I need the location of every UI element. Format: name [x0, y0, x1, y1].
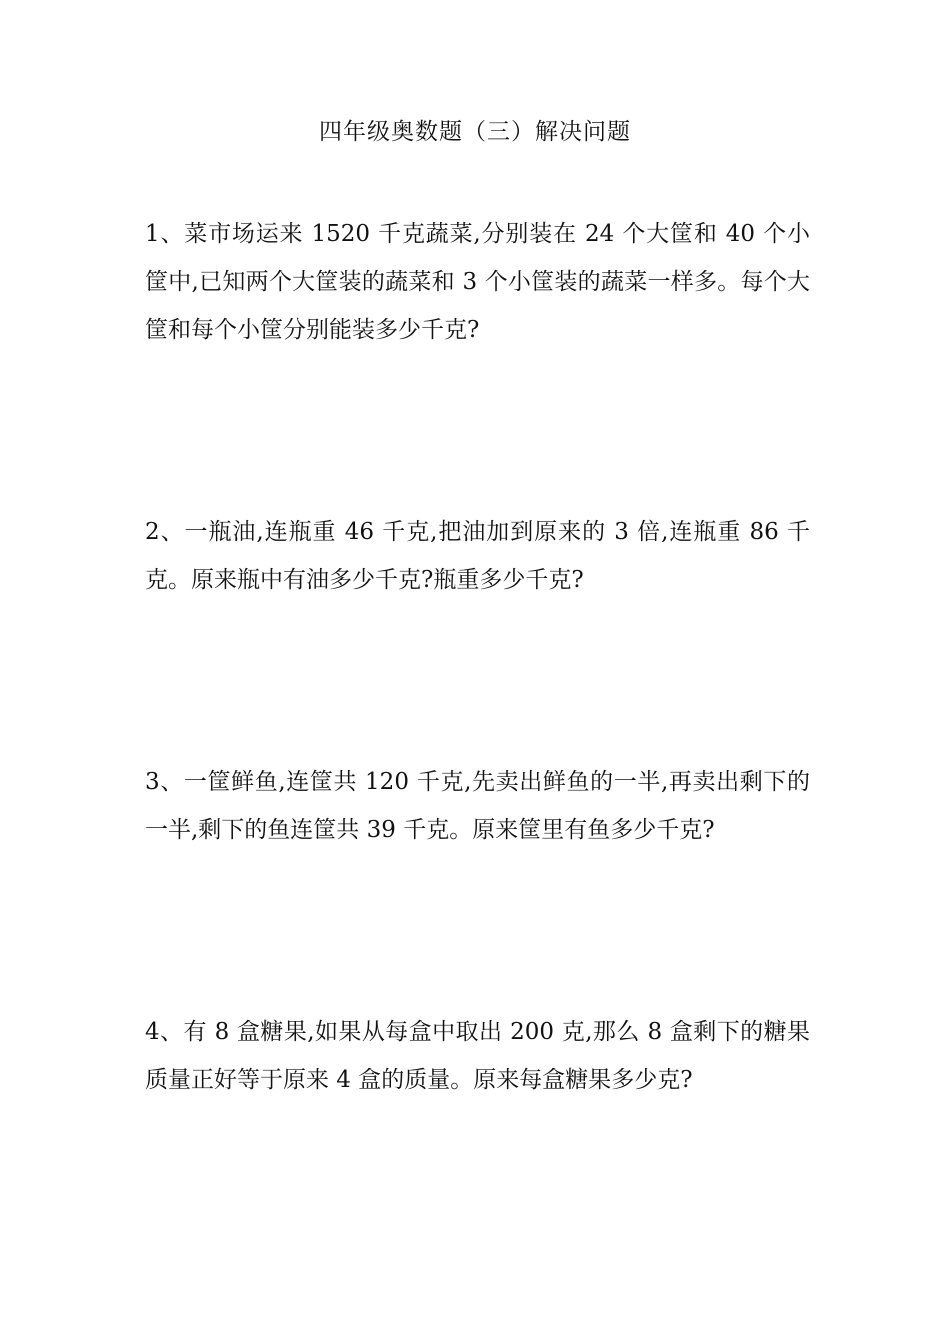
problem-2: 2、一瓶油,连瓶重 46 千克,把油加到原来的 3 倍,连瓶重 86 千克。原来瓶中有油多少千克?瓶重多少千克?: [145, 519, 810, 593]
problem-4: 4、有 8 盒糖果,如果从每盒中取出 200 克,那么 8 盒剩下的糖果质量正好等于原来 4 盒的质量。原来每盒糖果多少克?: [145, 1019, 810, 1093]
problem-3: 3、一筐鲜鱼,连筐共 120 千克,先卖出鲜鱼的一半,再卖出剩下的一半,剩下的鱼连筐共 39 千克。原来筐里有鱼多少千克?: [145, 769, 810, 843]
problem-1: 1、菜市场运来 1520 千克蔬菜,分别装在 24 个大筐和 40 个小筐中,已知两个大筐装的蔬菜和 3 个小筐装的蔬菜一样多。每个大筐和每个小筐分别能装多少千克?: [145, 221, 810, 343]
page-title: 四年级奥数题（三）解决问题: [319, 119, 631, 145]
